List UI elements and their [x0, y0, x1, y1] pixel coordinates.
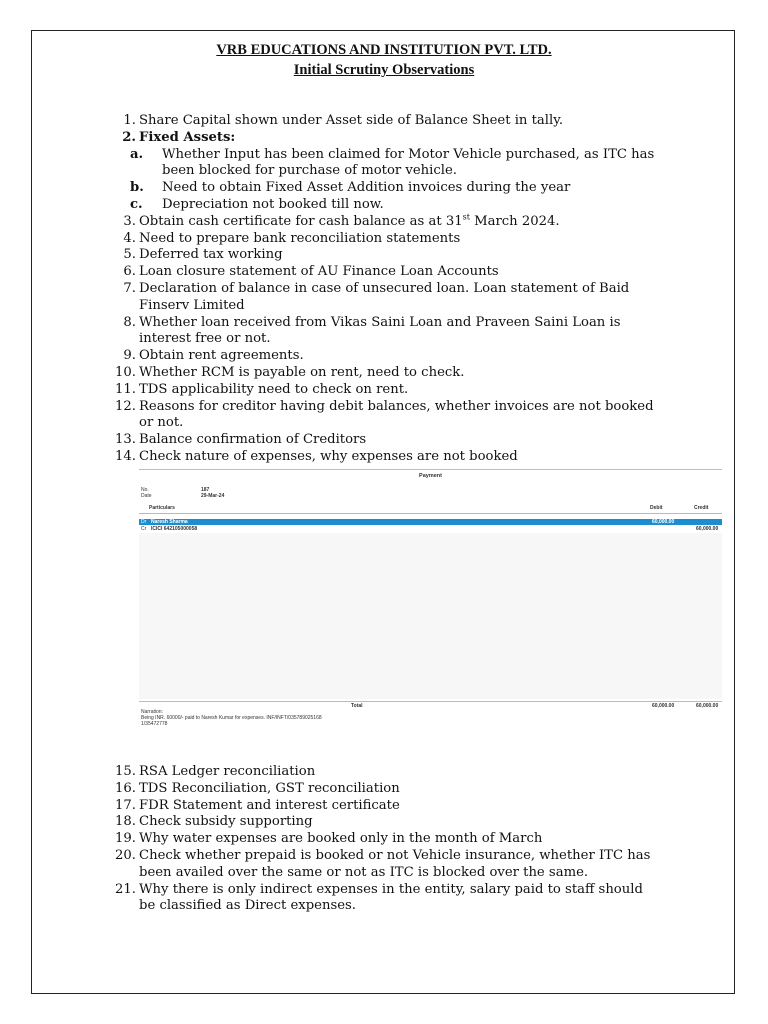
- list-item-number: 10.: [115, 365, 136, 380]
- list-item-number: c.: [130, 197, 143, 212]
- list-item-number: 18.: [115, 814, 136, 830]
- list-item-number: 3.: [123, 213, 136, 229]
- list-item-text: Check whether prepaid is booked or not Vehicle insurance, whether ITC has: [139, 848, 651, 863]
- list-item-text: or not.: [139, 415, 184, 431]
- document-subtitle: Initial Scrutiny Observations: [293, 62, 475, 78]
- list-item-number: 5.: [123, 247, 136, 263]
- voucher-no-value: 187: [201, 487, 210, 493]
- list-item-text: Depreciation not booked till now.: [162, 197, 384, 212]
- list-item-number: a.: [130, 146, 144, 162]
- list-item-text: TDS applicability need to check on rent.: [139, 381, 409, 397]
- list-item-text: be classified as Direct expenses.: [139, 898, 357, 914]
- list-item-text: Fixed Assets:: [139, 129, 236, 145]
- list-item-number: 8.: [123, 314, 136, 330]
- list-item-text: Finserv Limited: [139, 297, 245, 313]
- voucher-row2-credit: 60,000.00: [696, 526, 719, 532]
- voucher-col-debit: Debit: [650, 505, 663, 511]
- list-item-number: 17.: [115, 797, 136, 813]
- list-item-text: Need to obtain Fixed Asset Addition invoices during the year: [162, 180, 571, 196]
- voucher-header-rule: [139, 513, 722, 514]
- list-item-number: 11.: [115, 381, 136, 397]
- list-item-text-after: March 2024.: [469, 213, 560, 229]
- voucher-date-value: 29-Mar-24: [201, 493, 225, 499]
- list-item-text: RSA Ledger reconciliation: [139, 764, 316, 779]
- voucher-selected-row: [139, 519, 722, 525]
- list-item-text: Share Capital shown under Asset side of Balance Sheet in tally.: [139, 113, 564, 128]
- list-item-text: been blocked for purchase of motor vehicle.: [162, 163, 457, 179]
- list-item-number: 16.: [115, 780, 136, 796]
- voucher-col-particulars: Particulars: [149, 505, 175, 511]
- voucher-no-label: No.: [141, 487, 149, 493]
- list-item-text: Obtain cash certificate for cash balance as at 31: [139, 213, 463, 229]
- voucher-narration-line2: 1/35472778: [141, 721, 168, 727]
- list-item-text: Obtain rent agreements.: [139, 348, 304, 364]
- voucher-empty-area: [139, 533, 722, 699]
- list-item-number: 7.: [123, 281, 136, 296]
- list-item-text: Reasons for creditor having debit balances, whether invoices are not booked: [139, 398, 654, 414]
- list-item-text: Why there is only indirect expenses in the entity, salary paid to staff should: [139, 881, 643, 897]
- list-item-text: TDS Reconciliation, GST reconciliation: [139, 780, 400, 796]
- list-item-number: 19.: [115, 831, 136, 847]
- list-item-text: Check subsidy supporting: [139, 814, 313, 830]
- voucher-row2-ledger: ICICI 642105000058: [151, 526, 198, 532]
- company-title: VRB EDUCATIONS AND INSTITUTION PVT. LTD.: [216, 42, 552, 58]
- list-item-text: Check nature of expenses, why expenses are not booked: [139, 449, 518, 464]
- list-item-number: 6.: [123, 264, 136, 280]
- list-item-number: 12.: [115, 398, 136, 414]
- list-item-text: FDR Statement and interest certificate: [139, 797, 400, 813]
- list-item-number: 9.: [123, 348, 136, 364]
- voucher-narration-label: Narration:: [141, 709, 163, 715]
- list-item-number: 15.: [115, 764, 136, 779]
- list-item-superscript: st: [462, 212, 470, 222]
- list-item-number: 2.: [122, 129, 136, 145]
- tally-payment-voucher: [139, 469, 722, 732]
- list-item-number: 1.: [123, 113, 136, 128]
- voucher-title: Payment: [419, 473, 442, 479]
- list-item-text: Whether RCM is payable on rent, need to check.: [139, 365, 465, 380]
- voucher-row1-ledger: Naresh Sharma: [151, 519, 188, 525]
- list-item-number: 4.: [123, 230, 136, 246]
- voucher-row1-debit: 60,000.00: [652, 519, 675, 525]
- voucher-date-label: Date: [141, 493, 152, 499]
- list-item-text: Balance confirmation of Creditors: [139, 432, 367, 448]
- voucher-row2-type: Cr: [141, 526, 147, 532]
- list-item-text: Loan closure statement of AU Finance Loan Accounts: [139, 264, 499, 280]
- list-item-text: Whether loan received from Vikas Saini Loan and Praveen Saini Loan is: [139, 314, 621, 330]
- voucher-row1-type: Dr: [141, 519, 147, 525]
- list-item-text: been availed over the same or not as ITC is blocked over the same.: [139, 864, 589, 880]
- voucher-total-credit: 60,000.00: [696, 703, 719, 709]
- list-item-text: Declaration of balance in case of unsecured loan. Loan statement of Baid: [139, 281, 630, 296]
- list-item-number: 13.: [115, 432, 136, 448]
- voucher-total-rule: [139, 701, 722, 702]
- list-item-text: Deferred tax working: [139, 247, 283, 263]
- voucher-top-border: [139, 469, 722, 470]
- list-item-text: interest free or not.: [139, 331, 271, 347]
- list-item-number: 20.: [115, 848, 136, 863]
- list-item-number: 21.: [115, 881, 136, 897]
- list-item-number: 14.: [115, 449, 136, 464]
- list-item-text: Whether Input has been claimed for Motor Vehicle purchased, as ITC has: [162, 146, 655, 162]
- voucher-narration-line1: Being INR. 60000/- paid to Naresh Kumar for expenses. INF/INFT/035789025168: [141, 715, 322, 721]
- voucher-total-label: Total: [351, 703, 363, 709]
- list-item-text: Need to prepare bank reconciliation statements: [139, 230, 461, 246]
- list-item-number: b.: [130, 180, 144, 196]
- voucher-total-debit: 60,000.00: [652, 703, 675, 709]
- voucher-col-credit: Credit: [694, 505, 709, 511]
- list-item-text: Why water expenses are booked only in the month of March: [139, 831, 543, 847]
